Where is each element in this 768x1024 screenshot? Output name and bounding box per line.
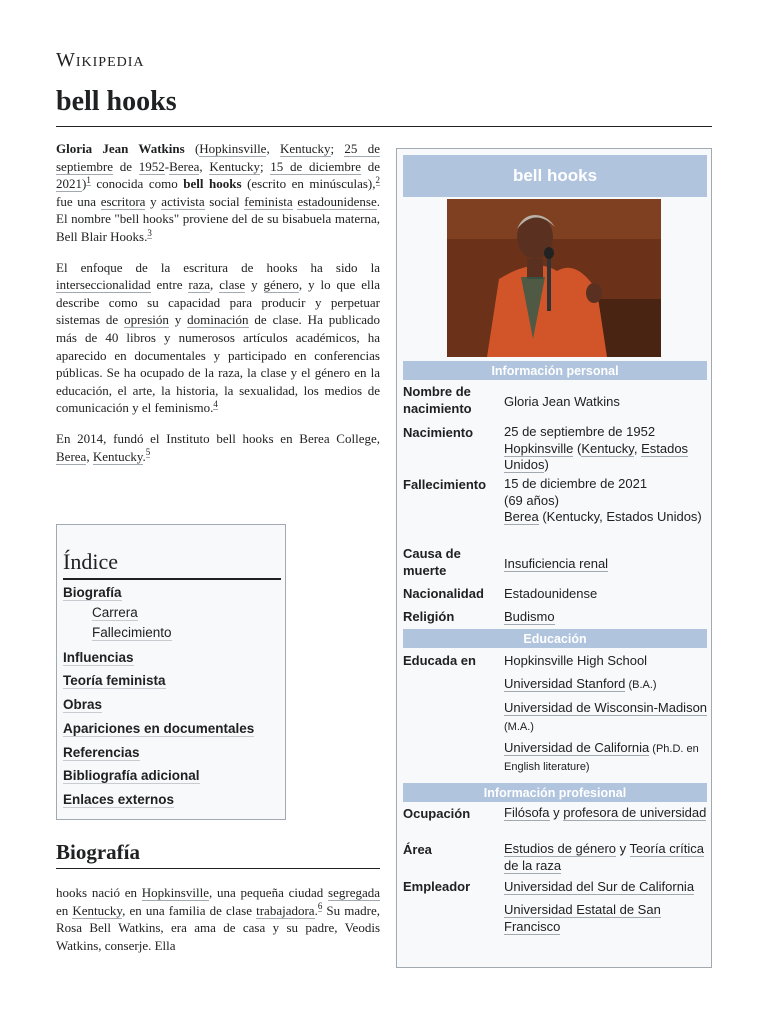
label-religion: Religión: [403, 609, 455, 624]
infobox-band-education: Educación: [403, 629, 707, 648]
toc-item-carrera[interactable]: Carrera: [92, 605, 138, 620]
toc-divider: [63, 578, 281, 580]
inline-link[interactable]: 2021: [56, 176, 82, 192]
degree-note: (M.A.): [504, 720, 534, 733]
label-area: Área: [403, 842, 432, 857]
inline-link[interactable]: profesora de universidad: [563, 805, 707, 820]
value-cause-of-death[interactable]: [504, 556, 709, 573]
inline-link[interactable]: raza: [188, 277, 211, 293]
bold-text: Gloria Jean Watkins: [56, 141, 185, 156]
toc-item-fallecimiento[interactable]: Fallecimiento: [92, 625, 172, 640]
label-educated-at: Educada en: [403, 653, 476, 668]
toc-item-enlaces[interactable]: Enlaces externos: [63, 792, 175, 807]
toc-item-referencias[interactable]: Referencias: [63, 745, 140, 760]
biography-paragraph: hooks nació en Hopkinsville, una pequeña ciudad segregada en Kentucky, en una familia de clase trabajadora.$^6$ Su madre, Rosa Bell Watkins, era ama de casa y su padre, Veodis Watkins, conserje. Ella: [56, 885, 381, 953]
bold-text: bell hooks: [183, 176, 242, 192]
toc-item-obras[interactable]: Obras: [63, 697, 103, 712]
infobox-header: bell hooks: [403, 155, 707, 197]
toc-title: Índice: [63, 549, 118, 574]
value-school-4[interactable]: [504, 740, 709, 775]
inline-link[interactable]: 25 de septiembre: [56, 141, 380, 174]
inline-link[interactable]: Kentucky: [92, 448, 143, 464]
label-birth-name: Nombre de nacimiento: [403, 384, 472, 416]
value-school-2[interactable]: [504, 676, 709, 694]
infobox-band-personal: Información personal: [403, 361, 707, 380]
toc-item-biografia[interactable]: Biografía: [63, 585, 122, 600]
value-employer-1[interactable]: [504, 879, 709, 896]
inline-link[interactable]: género: [263, 277, 299, 293]
label-death: Fallecimiento: [403, 477, 487, 492]
value-death: 15 de diciembre de 2021 (69 años) Berea (Kentucky, Estados Unidos): [504, 476, 702, 524]
value-school-1: Hopkinsville High School: [504, 653, 648, 668]
value-nationality: Estadounidense: [504, 586, 598, 601]
inline-link[interactable]: escritora: [100, 193, 146, 209]
infobox-band-professional: Información profesional: [403, 783, 707, 802]
inline-link[interactable]: Teoría crítica de la raza: [504, 841, 704, 873]
inline-link[interactable]: opresión: [124, 312, 169, 328]
inline-link[interactable]: activista: [161, 193, 205, 209]
inline-link[interactable]: interseccionalidad: [56, 277, 151, 293]
value-religion[interactable]: [504, 609, 709, 626]
intro-paragraph-2: El enfoque de la escritura de hooks ha sido la interseccionalidad entre raza, clase y género, y lo que ella describe como su capacidad para producir y perpetuar sistemas de opresión y dominación de clase. Ha publicado más de 40 libros y numerosos artículos académicos, ha aparecido en documentales y participado en conferencias públicas. Se ha ocupado de la raza, la clase y el género en la educación, el arte, la historia, la sexualidad, los medios de comunicación y el feminismo.$^4$: [56, 259, 380, 416]
toc-item-teoria-feminista[interactable]: Teoría feminista: [63, 673, 166, 688]
reference-marker[interactable]: 3: [147, 227, 152, 238]
inline-link[interactable]: Berea: [504, 509, 539, 524]
section-heading-biografia: Biografía: [56, 840, 140, 864]
portrait-photo[interactable]: [447, 199, 661, 357]
inline-link[interactable]: Kentucky: [72, 902, 123, 918]
value-school-3[interactable]: [504, 700, 709, 735]
reference-marker[interactable]: 1: [86, 174, 91, 185]
title-divider: [56, 126, 712, 127]
inline-link[interactable]: Kentucky: [581, 440, 634, 456]
degree-note: (B.A.): [625, 679, 657, 691]
inline-link[interactable]: Hopkinsville: [141, 885, 209, 900]
label-birth: Nacimiento: [403, 425, 474, 440]
value-area[interactable]: Estudios de género y Teoría crítica de la raza: [504, 841, 704, 873]
inline-link[interactable]: Berea: [169, 158, 200, 174]
inline-link[interactable]: trabajadora: [256, 902, 315, 918]
portrait-illustration: [447, 199, 661, 357]
inline-link[interactable]: clase: [219, 277, 246, 293]
inline-link[interactable]: Kentucky: [209, 158, 260, 174]
reference-marker[interactable]: 4: [213, 398, 218, 409]
value-birth-name: Gloria Jean Watkins: [504, 394, 620, 409]
value-occupation[interactable]: Filósofa y profesora de universidad: [504, 805, 707, 820]
reference-marker[interactable]: 2: [375, 174, 380, 185]
inline-link[interactable]: estadounidense: [297, 193, 377, 209]
label-cause-of-death: Causa de muerte: [403, 546, 461, 578]
inline-link[interactable]: Estudios de género: [504, 841, 617, 856]
inline-link[interactable]: Universidad de Wisconsin-Madison: [504, 700, 708, 715]
inline-link[interactable]: Budismo: [504, 609, 555, 624]
inline-link[interactable]: Berea: [56, 448, 87, 464]
reference-marker[interactable]: 6: [317, 901, 323, 912]
intro-paragraph-3: En 2014, fundó el Instituto bell hooks en Berea College, Berea, Kentucky.$^5$: [56, 430, 380, 464]
page-title: bell hooks: [56, 86, 177, 117]
toc-item-influencias[interactable]: Influencias: [63, 650, 134, 665]
inline-link[interactable]: feminista: [244, 193, 293, 209]
section-divider: [56, 868, 380, 869]
inline-link[interactable]: Universidad Estatal de San Francisco: [504, 902, 661, 934]
inline-link[interactable]: 1952: [138, 158, 165, 174]
label-occupation: Ocupación: [403, 806, 471, 821]
inline-link[interactable]: segregada: [328, 885, 380, 900]
wikipedia-logo[interactable]: Wikipedia: [56, 49, 145, 71]
toc-item-apariciones[interactable]: Apariciones en documentales: [63, 721, 255, 736]
intro-section: [56, 140, 380, 478]
inline-link[interactable]: Filósofa: [504, 805, 550, 820]
label-nationality: Nacionalidad: [403, 586, 484, 601]
value-employer-2[interactable]: [504, 902, 709, 935]
inline-link[interactable]: Hopkinsville: [504, 440, 574, 456]
infobox: [396, 148, 712, 968]
inline-link[interactable]: Kentucky: [279, 141, 331, 156]
inline-link[interactable]: dominación: [187, 312, 249, 328]
inline-link[interactable]: Universidad del Sur de California: [504, 879, 695, 894]
inline-link[interactable]: Universidad de California: [504, 740, 650, 755]
value-birth: 25 de septiembre de 1952 Hopkinsville (Kentucky, Estados Unidos): [504, 424, 689, 472]
reference-marker[interactable]: 5: [145, 447, 151, 458]
inline-link[interactable]: 15 de diciembre: [270, 158, 361, 174]
intro-paragraph-1: Gloria Jean Watkins (Hopkinsville, Kentucky; 25 de septiembre de 1952-Berea, Kentucky; 15 de diciembre de 2021)$^1$ conocida como bell hooks (escrito en minúsculas),$^2$ fue una escritora y activista social feminista estadounidense. El nombre "bell hooks" proviene del de su bisabuela materna, Bell Blair Hooks.$^3$: [56, 141, 381, 244]
toc-item-bibliografia[interactable]: Bibliografía adicional: [63, 768, 200, 783]
label-employer: Empleador: [403, 879, 471, 894]
inline-link[interactable]: Hopkinsville: [199, 141, 267, 156]
inline-link[interactable]: Estados Unidos: [504, 440, 689, 472]
degree-note: (Ph.D. en English literature): [504, 743, 699, 773]
inline-link[interactable]: Insuficiencia renal: [504, 556, 609, 571]
inline-link[interactable]: Universidad Stanford: [504, 676, 626, 691]
table-of-contents: [56, 524, 286, 820]
